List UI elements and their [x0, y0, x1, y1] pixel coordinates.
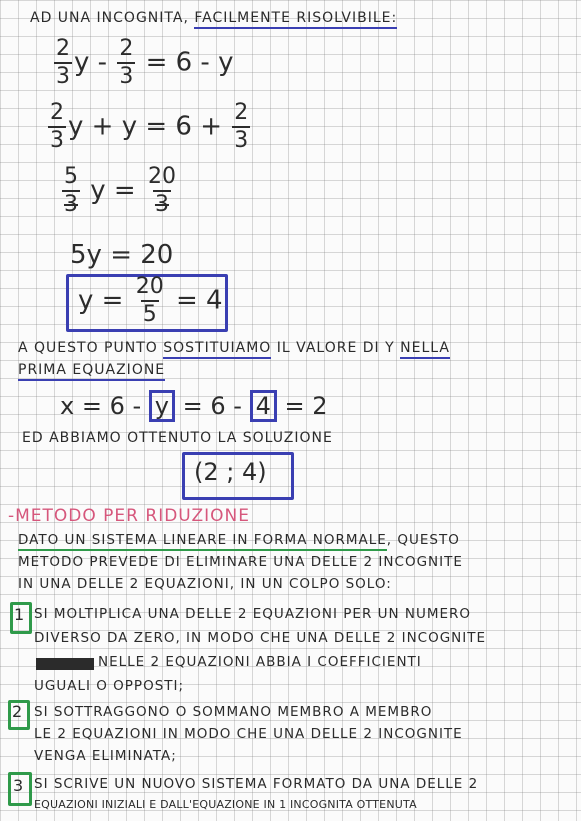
point-1-line-3: NELLE 2 EQUAZIONI ABBIA I COEFFICIENTI — [98, 654, 422, 670]
fraction: $\frac{2}{3}$ — [56, 36, 70, 89]
intro-lead: AD UNA INCOGNITA, — [30, 10, 189, 26]
equation-step-2: $\frac{2}{3}$ y + y = 6 + $\frac{2}{3}$ — [50, 100, 249, 153]
point-3-line-2: EQUAZIONI INIZIALI E DALL'EQUAZIONE IN 1 INCOGNITA OTTENUTA — [34, 798, 417, 811]
point-2-line-2: LE 2 EQUAZIONI IN MODO CHE UNA DELLE 2 INCOGNITE — [34, 726, 463, 742]
point-2-line-1: SI SOTTRAGGONO O SOMMANO MEMBRO A MEMBRO — [34, 704, 433, 720]
method-line-3: IN UNA DELLE 2 EQUAZIONI, IN UN COLPO SOLO: — [18, 576, 392, 592]
fraction: $\frac{5}{3}$ — [64, 164, 78, 217]
method-line-1: DATO UN SISTEMA LINEARE IN FORMA NORMALE, QUESTO — [18, 532, 460, 548]
point-1-line-4: UGUALI O OPPOSTI; — [34, 678, 185, 694]
point-3-line-1: SI SCRIVE UN NUOVO SISTEMA FORMATO DA UNA DELLE 2 — [34, 776, 479, 792]
solution-text: ED ABBIAMO OTTENUTO LA SOLUZIONE — [22, 430, 333, 446]
boxed-four: 4 — [250, 390, 277, 422]
x-equation: x = 6 - y = 6 - 4 = 2 — [60, 392, 328, 420]
point-1-line-1: SI MOLTIPLICA UNA DELLE 2 EQUAZIONI PER UN NUMERO — [34, 606, 472, 622]
equation-step-3: $\frac{5}{3}$ y = $\frac{20}{3}$ — [64, 164, 176, 217]
fraction: $\frac{2}{3}$ — [50, 100, 64, 153]
fraction: $\frac{20}{3}$ — [147, 164, 176, 217]
fraction: $\frac{2}{3}$ — [119, 36, 134, 89]
fraction: $\frac{2}{3}$ — [234, 100, 249, 153]
equation-step-4: 5y = 20 — [70, 240, 174, 270]
substitute-line-1: A QUESTO PUNTO SOSTITUIAMO IL VALORE DI Y NELLA — [18, 340, 450, 356]
point-number-1: 1 — [14, 605, 26, 624]
point-1-line-2: DIVERSO DA ZERO, IN MODO CHE UNA DELLE 2 INCOGNITE — [34, 630, 487, 646]
boxed-y: y — [149, 390, 175, 422]
scribble — [36, 658, 94, 670]
equation-step-5: y = $\frac{20}{5}$ = 4 — [78, 274, 223, 327]
solution-value: (2 ; 4) — [194, 458, 267, 486]
equation-step-1: $\frac{2}{3}$ y - $\frac{2}{3}$ = 6 - y — [56, 36, 234, 89]
intro-line — [30, 10, 397, 26]
substitute-line-2: PRIMA EQUAZIONE — [18, 362, 165, 378]
method-line-2: METODO PREVEDE DI ELIMINARE UNA DELLE 2 INCOGNITE — [18, 554, 463, 570]
intro-underlined: FACILMENTE RISOLVIBILE: — [194, 10, 397, 29]
method-title: -METODO PER RIDUZIONE — [8, 506, 250, 526]
point-2-line-3: VENGA ELIMINATA; — [34, 748, 177, 764]
point-number-3: 3 — [13, 776, 25, 795]
fraction: $\frac{20}{5}$ — [135, 274, 164, 327]
point-number-2: 2 — [12, 702, 24, 721]
